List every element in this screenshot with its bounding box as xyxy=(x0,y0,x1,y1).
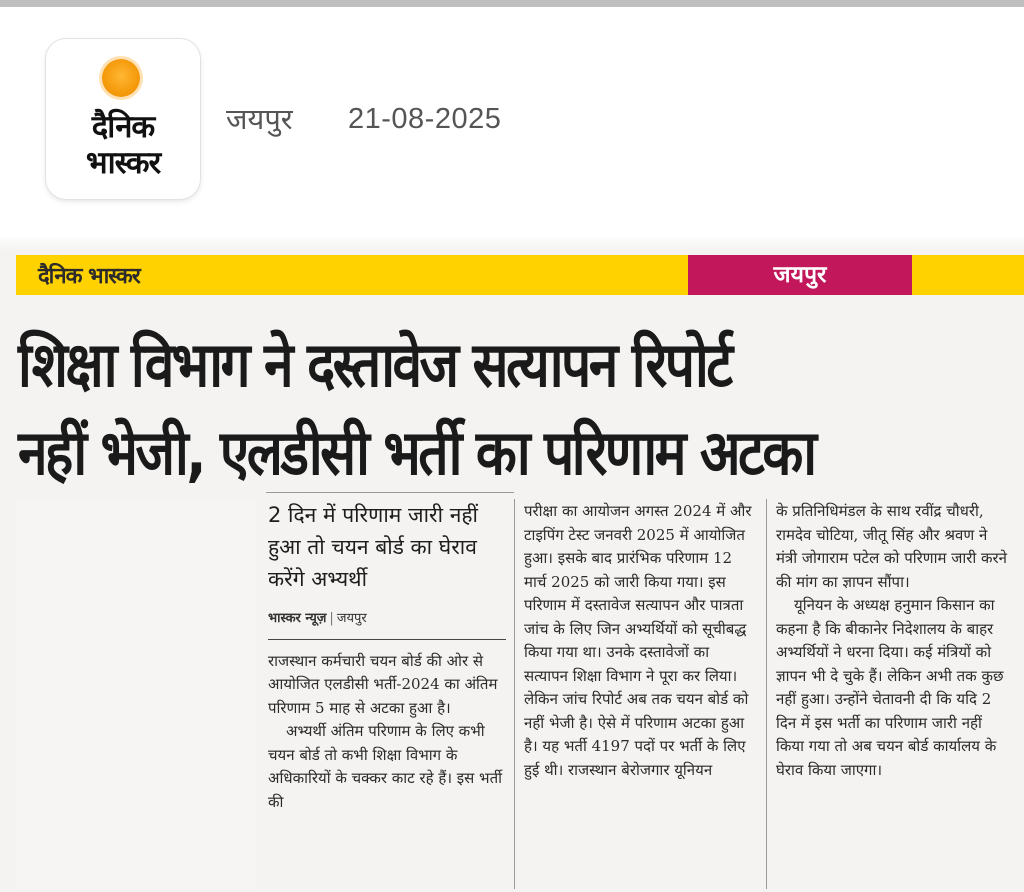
subheadline: 2 दिन में परिणाम जारी नहीं हुआ तो चयन बोर्ड का घेराव करेंगे अभ्यर्थी xyxy=(268,503,478,591)
article-column-1 xyxy=(268,499,506,814)
sun-icon xyxy=(102,59,140,97)
edition-date: 21-08-2025 xyxy=(348,103,502,135)
city-tag: जयपुर xyxy=(688,255,912,295)
publisher-logo[interactable] xyxy=(46,39,200,199)
logo-text-line1: दैनिक xyxy=(91,109,155,145)
clipping-edge xyxy=(0,237,1024,251)
byline xyxy=(268,607,506,640)
subhead-rule xyxy=(266,492,514,493)
paragraph: के प्रतिनिधिमंडल के साथ रवींद्र चौधरी, रामदेव चोटिया, जीतू सिंह और श्रवण ने मंत्री जोगाराम पटेल को परिणाम जारी करने की मांग का ज्ञापन सौंपा। xyxy=(776,502,1007,591)
paragraph: राजस्थान कर्मचारी चयन बोर्ड की ओर से आयोजित एलडीसी भर्ती-2024 का अंतिम परिणाम 5 माह से अटका हुआ है। xyxy=(268,651,498,717)
column-divider xyxy=(514,499,515,889)
paragraph: अभ्यर्थी अंतिम परिणाम के लिए कभी चयन बोर्ड तो कभी शिक्षा विभाग के अधिकारियों के चक्कर काट रहे हैं। इस भर्ती की xyxy=(268,722,503,811)
byline-source: भास्कर न्यूज़ xyxy=(268,611,327,626)
article-column-2 xyxy=(524,500,756,782)
edition-city: जयपुर xyxy=(226,102,293,136)
newspaper-clipping[interactable] xyxy=(0,237,1024,892)
byline-city: जयपुर xyxy=(336,611,367,626)
article-column-3 xyxy=(776,500,1008,782)
top-divider xyxy=(0,0,1024,7)
column-divider xyxy=(766,499,767,889)
headline-line1: शिक्षा विभाग ने दस्तावेज सत्यापन रिपोर्ट xyxy=(18,328,731,401)
paragraph: परीक्षा का आयोजन अगस्त 2024 में और टाइपिंग टेस्ट जनवरी 2025 में आयोजित हुआ। इसके बाद प्रारंभिक परिणाम 12 मार्च 2025 को जारी किया गया। इस परिणाम में दस्तावेज सत्यापन और पात्रता जांच के लिए जिन अभ्यर्थियों को सूचीबद्ध किया गया था। उनके दस्तावेजों का सत्यापन शिक्षा विभाग ने पूरा कर लिया। लेकिन जांच रिपोर्ट अब तक चयन बोर्ड को नहीं भेजी है। ऐसे में परिणाम अटका हुआ है। यह भर्ती 4197 पदों पर भर्ती के लिए हुई थी। राजस्थान बेरोजगार यूनियन xyxy=(524,502,752,779)
band-brand: दैनिक भास्कर xyxy=(38,264,140,289)
byline-separator: | xyxy=(329,611,334,626)
blank-column xyxy=(16,499,256,889)
logo-text-line2: भास्कर xyxy=(85,145,161,181)
paragraph: यूनियन के अध्यक्ष हनुमान किसान का कहना है कि बीकानेर निदेशालय के बाहर अभ्यर्थियों ने धरना दिया। कई मंत्रियों को ज्ञापन भी दे चुके हैं। लेकिन अभी तक कुछ नहीं हुआ। उन्होंने चेतावनी दी कि यदि 2 दिन में इस भर्ती का परिणाम जारी नहीं किया गया तो अब चयन बोर्ड कार्यालय के घेराव किया जाएगा। xyxy=(776,596,1004,779)
masthead-band xyxy=(16,255,1024,295)
headline-line2: नहीं भेजी, एलडीसी भर्ती का परिणाम अटका xyxy=(18,416,815,489)
post-header xyxy=(0,7,1024,237)
